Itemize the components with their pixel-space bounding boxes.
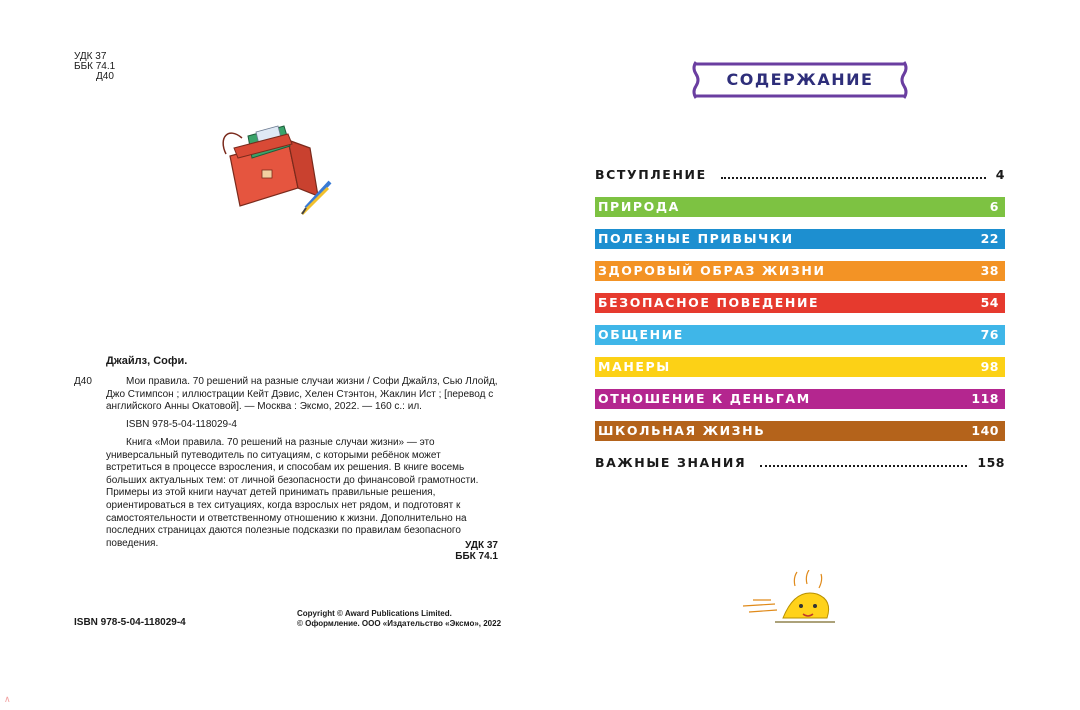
toc-label: МАНЕРЫ bbox=[598, 359, 671, 374]
toc-row bbox=[595, 197, 1005, 217]
corner-mark: ∧ bbox=[4, 694, 11, 704]
bibliographic-description: Мои правила. 70 решений на разные случаи жизни / Софи Джайлз, Сью Ллойд, Джо Стимпсон ; иллюстрации Кейт Дэвис, Хелен Стэнтон, Жаклин Ист ; [перевод с английского Анны Окатовой]. — Москва : Эксмо, 2022. — 160 с.: ил. bbox=[106, 376, 498, 412]
udk-top: УДК 37 ББК 74.1 Д40 bbox=[74, 51, 116, 82]
toc-label: ОТНОШЕНИЕ К ДЕНЬГАМ bbox=[598, 391, 811, 406]
toc-label: ВСТУПЛЕНИЕ bbox=[595, 167, 707, 182]
toc-row bbox=[595, 389, 1005, 409]
school-bag-illustration bbox=[218, 118, 338, 218]
udk-bottom: УДК 37 ББК 74.1 bbox=[455, 540, 498, 562]
isbn-footer: ISBN 978-5-04-118029-4 bbox=[74, 617, 186, 628]
toc-dot-leader bbox=[721, 171, 986, 179]
toc-row bbox=[595, 325, 1005, 345]
toc-label: БЕЗОПАСНОЕ ПОВЕДЕНИЕ bbox=[598, 295, 820, 310]
contents-title: СОДЕРЖАНИЕ bbox=[726, 70, 874, 89]
toc-page-number: 4 bbox=[995, 167, 1005, 182]
toc-label: ШКОЛЬНАЯ ЖИЗНЬ bbox=[598, 423, 766, 438]
table-of-contents bbox=[595, 165, 1005, 485]
toc-row bbox=[595, 453, 1005, 473]
toc-page-number: 140 bbox=[971, 423, 999, 438]
toc-page-number: 38 bbox=[980, 263, 999, 278]
toc-row bbox=[595, 293, 1005, 313]
right-page bbox=[540, 0, 1080, 710]
toc-label: ВАЖНЫЕ ЗНАНИЯ bbox=[595, 455, 747, 470]
book-abstract: Книга «Мои правила. 70 решений на разные случаи жизни» — это универсальный путеводитель по ситуациям, с которыми ребёнок может встретиться в процессе взросления, и способам их решения. В книге восемь больших актуальных тем: от личной безопасности до финансовой грамотности. Примеры из этой книги научат детей принимать правильные решения, ориентироваться в тех ситуациях, когда взрослых нет рядом, и подготовят к самостоятельности и ответственному отношению к жизни. Дополнительно на последних страницах даются полезные подсказки по правилам безопасного поведения. bbox=[106, 437, 479, 549]
toc-row bbox=[595, 357, 1005, 377]
toc-page-number: 54 bbox=[980, 295, 999, 310]
author-name: Джайлз, Софи. bbox=[106, 355, 188, 367]
toc-page-number: 22 bbox=[980, 231, 999, 246]
toc-page-number: 76 bbox=[980, 327, 999, 342]
copyright-notice: Copyright © Award Publications Limited. © Оформление. ООО «Издательство «Эксмо», 2022 bbox=[297, 609, 502, 628]
toc-page-number: 98 bbox=[980, 359, 999, 374]
toc-label: ЗДОРОВЫЙ ОБРАЗ ЖИЗНИ bbox=[598, 263, 826, 278]
toc-label: ПРИРОДА bbox=[598, 199, 680, 214]
toc-row bbox=[595, 165, 1005, 185]
contents-title-box bbox=[690, 60, 910, 100]
toc-page-number: 158 bbox=[977, 455, 1005, 470]
toc-row bbox=[595, 261, 1005, 281]
catalog-code: Д40 bbox=[74, 376, 92, 387]
toc-row bbox=[595, 421, 1005, 441]
toc-row bbox=[595, 229, 1005, 249]
toc-label: ПОЛЕЗНЫЕ ПРИВЫЧКИ bbox=[598, 231, 794, 246]
isbn: ISBN 978-5-04-118029-4 bbox=[126, 419, 237, 430]
sun-character-illustration bbox=[735, 570, 840, 630]
toc-label: ОБЩЕНИЕ bbox=[598, 327, 684, 342]
toc-page-number: 118 bbox=[971, 391, 999, 406]
toc-page-number: 6 bbox=[989, 199, 999, 214]
toc-dot-leader bbox=[760, 459, 967, 467]
